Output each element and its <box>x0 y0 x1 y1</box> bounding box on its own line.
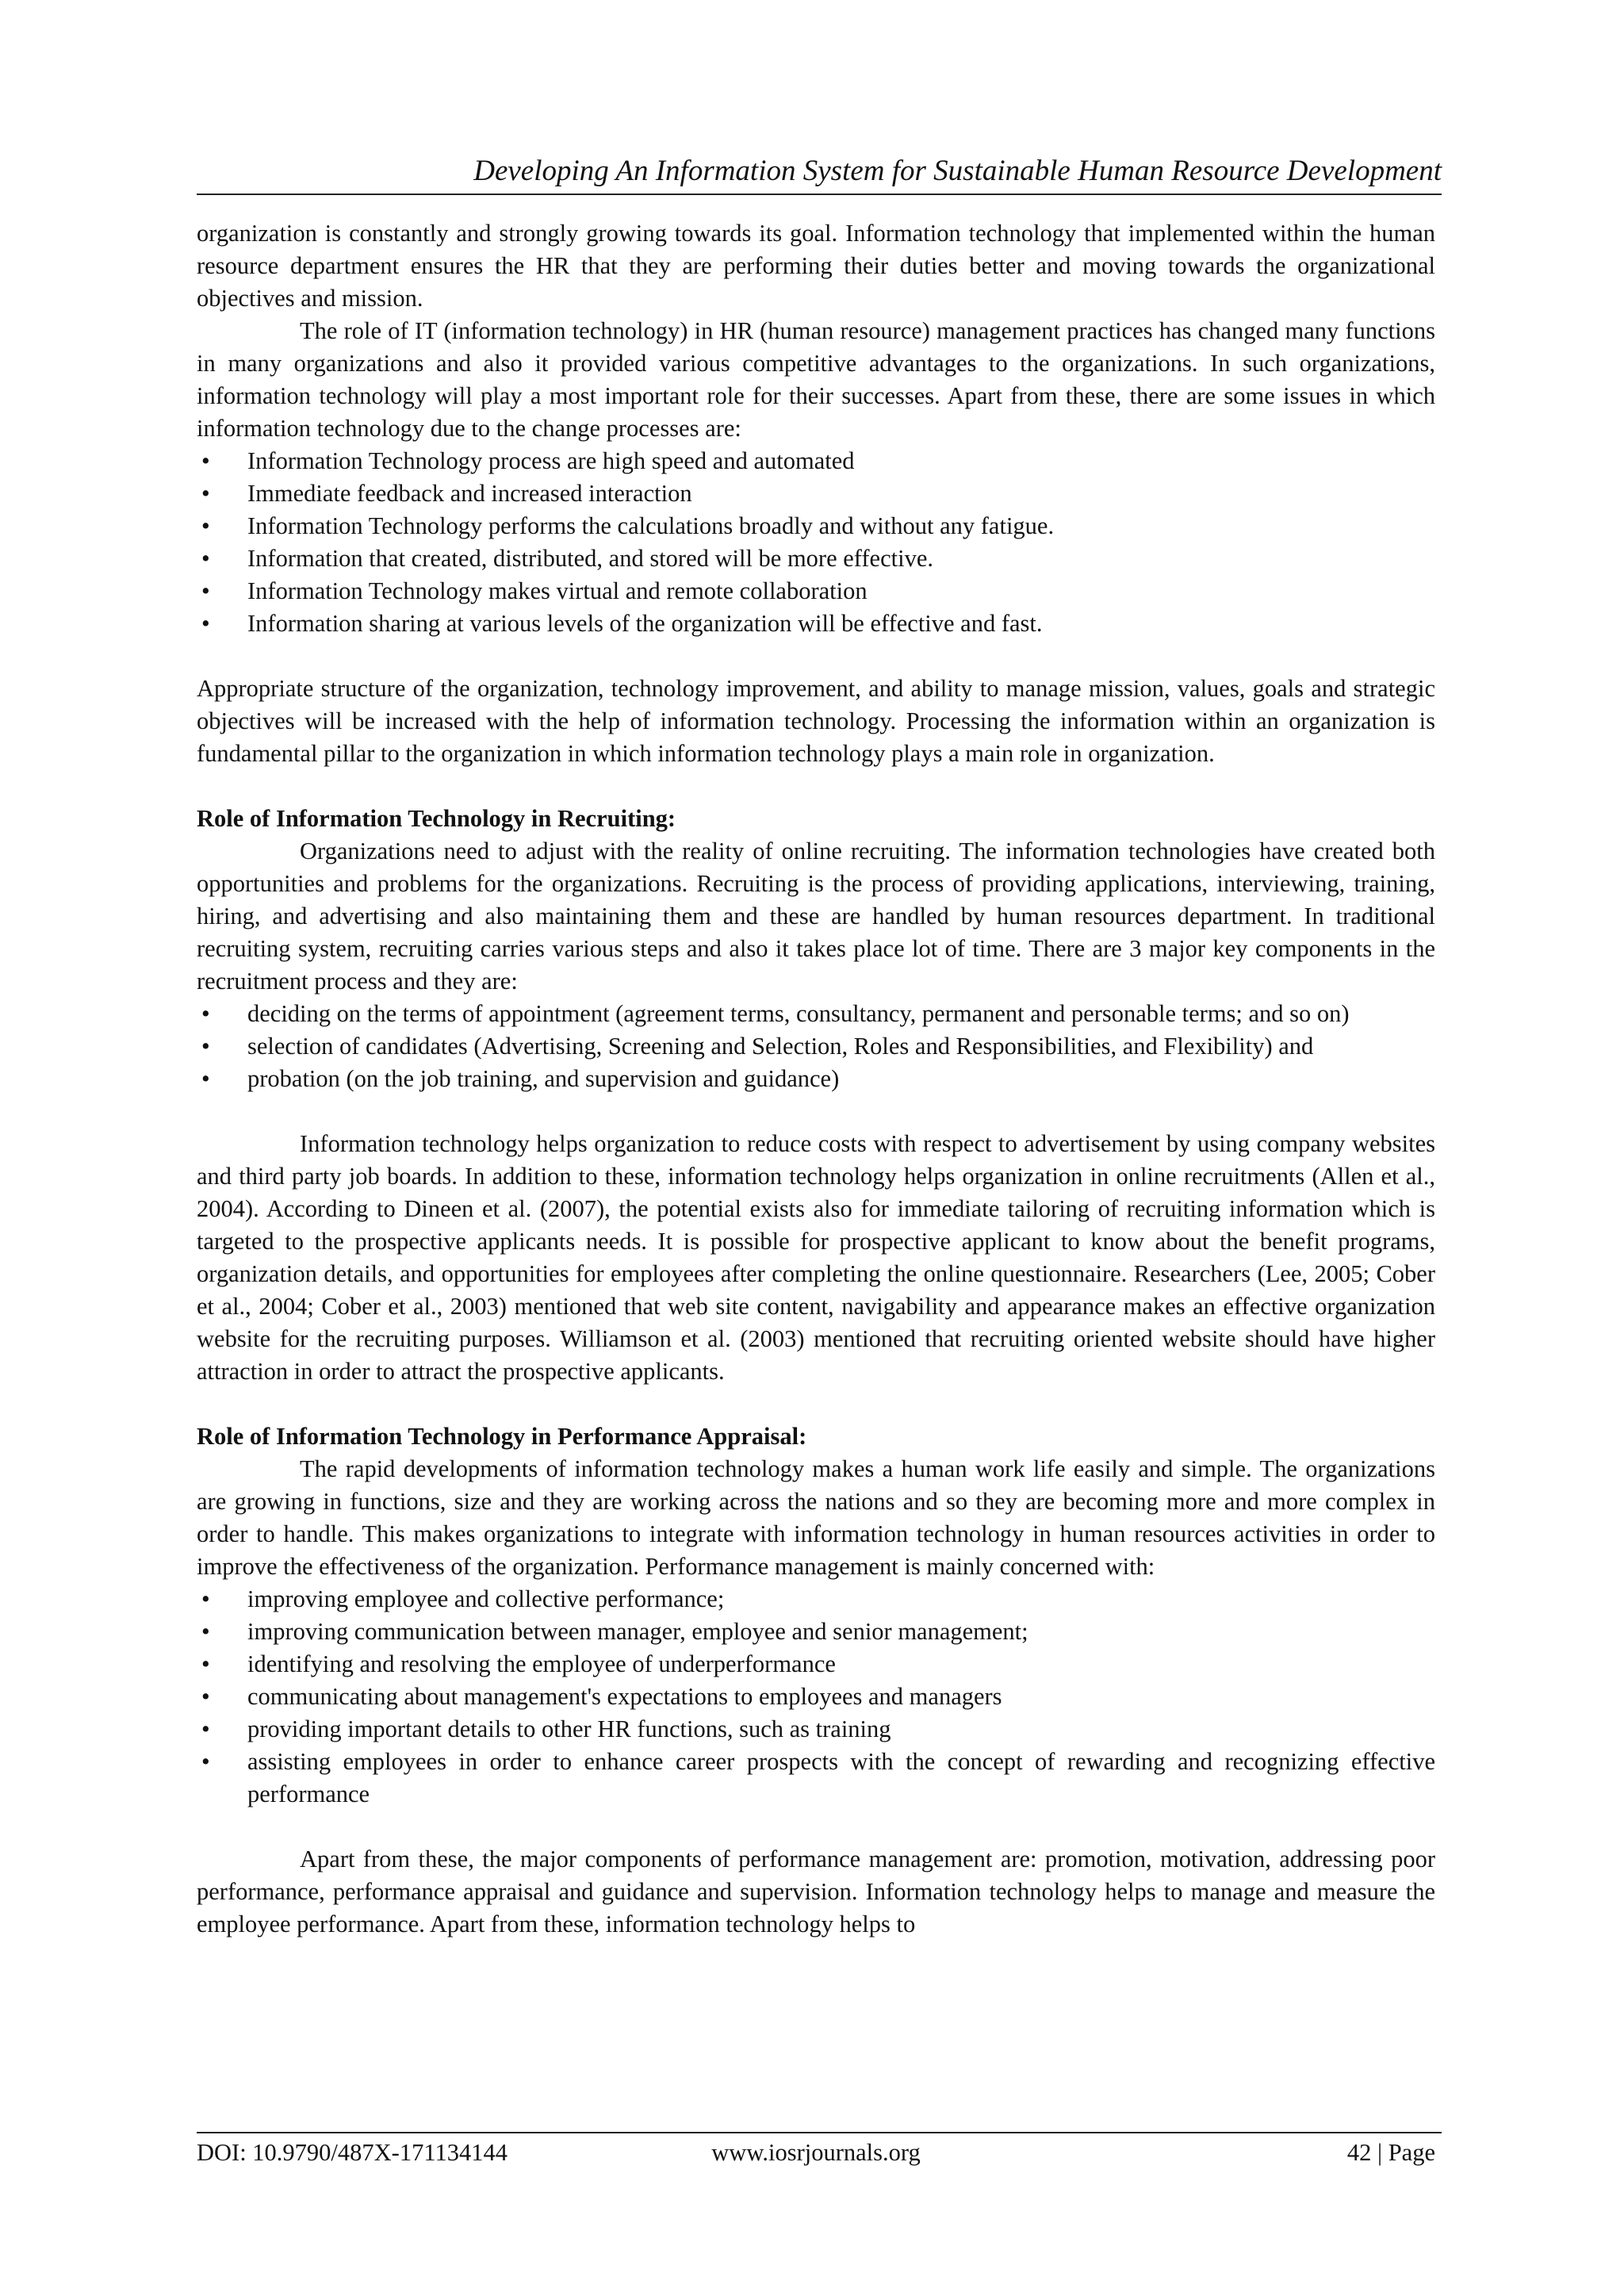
it-issues-list <box>197 445 1435 640</box>
bullet-icon: • <box>201 1618 210 1645</box>
page-footer <box>197 2135 1435 2170</box>
bullet-icon: • <box>201 1000 210 1027</box>
bullet-icon: • <box>201 545 210 572</box>
list-item-text: selection of candidates (Advertising, Screening and Selection, Roles and Responsibilities, and Flexibility) and <box>247 1033 1314 1060</box>
bullet-icon: • <box>201 512 210 539</box>
list-item-text: deciding on the terms of appointment (agreement terms, consultancy, permanent and personable terms; and so on) <box>247 1000 1350 1027</box>
paragraph-spacer <box>197 1388 1435 1420</box>
paragraph: Appropriate structure of the organization, technology improvement, and ability to manage mission, values, goals and strategic objectives will be increased with the help of information technology. Processing the information within an organization is fundamental pillar to the organization in which information technology plays a main role in organization. <box>197 675 1435 767</box>
paragraph-spacer <box>197 770 1435 803</box>
list-item-text: improving employee and collective performance; <box>247 1585 725 1612</box>
bullet-icon: • <box>201 1715 210 1742</box>
bullet-icon: • <box>201 480 210 507</box>
list-item-text: Information that created, distributed, and stored will be more effective. <box>247 545 933 572</box>
list-item-text: Information Technology makes virtual and remote collaboration <box>247 577 868 604</box>
list-item-text: assisting employees in order to enhance career prospects with the concept of rewarding and recognizing effective performance <box>247 1748 1435 1807</box>
list-item-text: Immediate feedback and increased interaction <box>247 480 692 507</box>
list-item <box>197 1713 1435 1746</box>
bullet-icon: • <box>201 1748 210 1775</box>
footer-doi: DOI: 10.9790/487X-171134144 <box>197 2139 508 2166</box>
footer-divider <box>197 2132 1442 2133</box>
bullet-icon: • <box>201 447 210 474</box>
list-item-text: Information sharing at various levels of the organization will be effective and fast. <box>247 610 1043 637</box>
list-item <box>197 1681 1435 1713</box>
bullet-icon: • <box>201 610 210 637</box>
paragraph: Organizations need to adjust with the reality of online recruiting. The information technologies have created both opportunities and problems for the organizations. Recruiting is the process of providing applications, interviewing, training, hiring, and advertising and also maintaining them and these are handled by human resources department. In traditional recruiting system, recruiting carries various steps and also it takes place lot of time. There are 3 major key components in the recruitment process and they are: <box>197 838 1435 995</box>
list-item-text: communicating about management's expectations to employees and managers <box>247 1683 1002 1710</box>
paragraph: Apart from these, the major components of performance management are: promotion, motivation, addressing poor performance, performance appraisal and guidance and supervision. Information technology helps to manage and measure the employee performance. Apart from these, information technology helps to <box>197 1846 1435 1938</box>
bullet-icon: • <box>201 1683 210 1710</box>
bullet-icon: • <box>201 1033 210 1060</box>
footer-website: www.iosrjournals.org <box>711 2139 921 2166</box>
running-header: Developing An Information System for Sustainable Human Resource Development <box>473 155 1442 187</box>
list-item <box>197 542 1435 575</box>
section-heading-appraisal: Role of Information Technology in Performance Appraisal: <box>197 1423 807 1450</box>
paragraph: Information technology helps organization to reduce costs with respect to advertisement by using company websites and third party job boards. In addition to these, information technology helps organization in online recruitments (Allen et al., 2004). According to Dineen et al. (2007), the potential exists also for immediate tailoring of recruiting information which is targeted to the prospective applicants needs. It is possible for prospective applicant to know about the benefit programs, organization details, and opportunities for employees after completing the online questionnaire. Researchers (Lee, 2005; Cober et al., 2004; Cober et al., 2003) mentioned that web site content, navigability and appearance makes an effective organization website for the recruiting purposes. Williamson et al. (2003) mentioned that recruiting oriented website should have higher attraction in order to attract the prospective applicants. <box>197 1130 1435 1385</box>
paragraph: The role of IT (information technology) in HR (human resource) management practices has changed many functions in many organizations and also it provided various competitive advantages to the organizations. In such organizations, information technology will play a most important role for their successes. Apart from these, there are some issues in which information technology due to the change processes are: <box>197 317 1435 442</box>
paragraph-spacer <box>197 640 1435 673</box>
list-item <box>197 445 1435 477</box>
paragraph-spacer <box>197 1095 1435 1128</box>
list-item-text: improving communication between manager, employee and senior management; <box>247 1618 1028 1645</box>
list-item-text: identifying and resolving the employee of underperformance <box>247 1650 836 1677</box>
list-item-text: providing important details to other HR functions, such as training <box>247 1715 891 1742</box>
header-divider <box>197 194 1442 195</box>
list-item <box>197 1063 1435 1095</box>
bullet-icon: • <box>201 1065 210 1092</box>
list-item <box>197 575 1435 608</box>
bullet-icon: • <box>201 577 210 604</box>
list-item <box>197 1583 1435 1616</box>
list-item-text: Information Technology performs the calculations broadly and without any fatigue. <box>247 512 1055 539</box>
article-body <box>197 217 1435 1941</box>
list-item <box>197 510 1435 542</box>
section-heading-recruiting: Role of Information Technology in Recruiting: <box>197 805 676 832</box>
bullet-icon: • <box>201 1650 210 1677</box>
list-item <box>197 1616 1435 1648</box>
list-item <box>197 1030 1435 1063</box>
paragraph-spacer <box>197 1811 1435 1843</box>
list-item <box>197 477 1435 510</box>
bullet-icon: • <box>201 1585 210 1612</box>
performance-management-list <box>197 1583 1435 1811</box>
list-item-text: probation (on the job training, and supervision and guidance) <box>247 1065 840 1092</box>
list-item <box>197 1648 1435 1681</box>
footer-page-number: 42 | Page <box>1346 2139 1435 2166</box>
recruitment-components-list <box>197 998 1435 1095</box>
list-item <box>197 1746 1435 1811</box>
paragraph: The rapid developments of information technology makes a human work life easily and simple. The organizations are growing in functions, size and they are working across the nations and so they are becoming more and more complex in order to handle. This makes organizations to integrate with information technology in human resources activities in order to improve the effectiveness of the organization. Performance management is mainly concerned with: <box>197 1455 1435 1580</box>
list-item-text: Information Technology process are high speed and automated <box>247 447 855 474</box>
paragraph: organization is constantly and strongly growing towards its goal. Information technology that implemented within the human resource department ensures the HR that they are performing their duties better and moving towards the organizational objectives and mission. <box>197 220 1435 312</box>
list-item <box>197 608 1435 640</box>
list-item <box>197 998 1435 1030</box>
